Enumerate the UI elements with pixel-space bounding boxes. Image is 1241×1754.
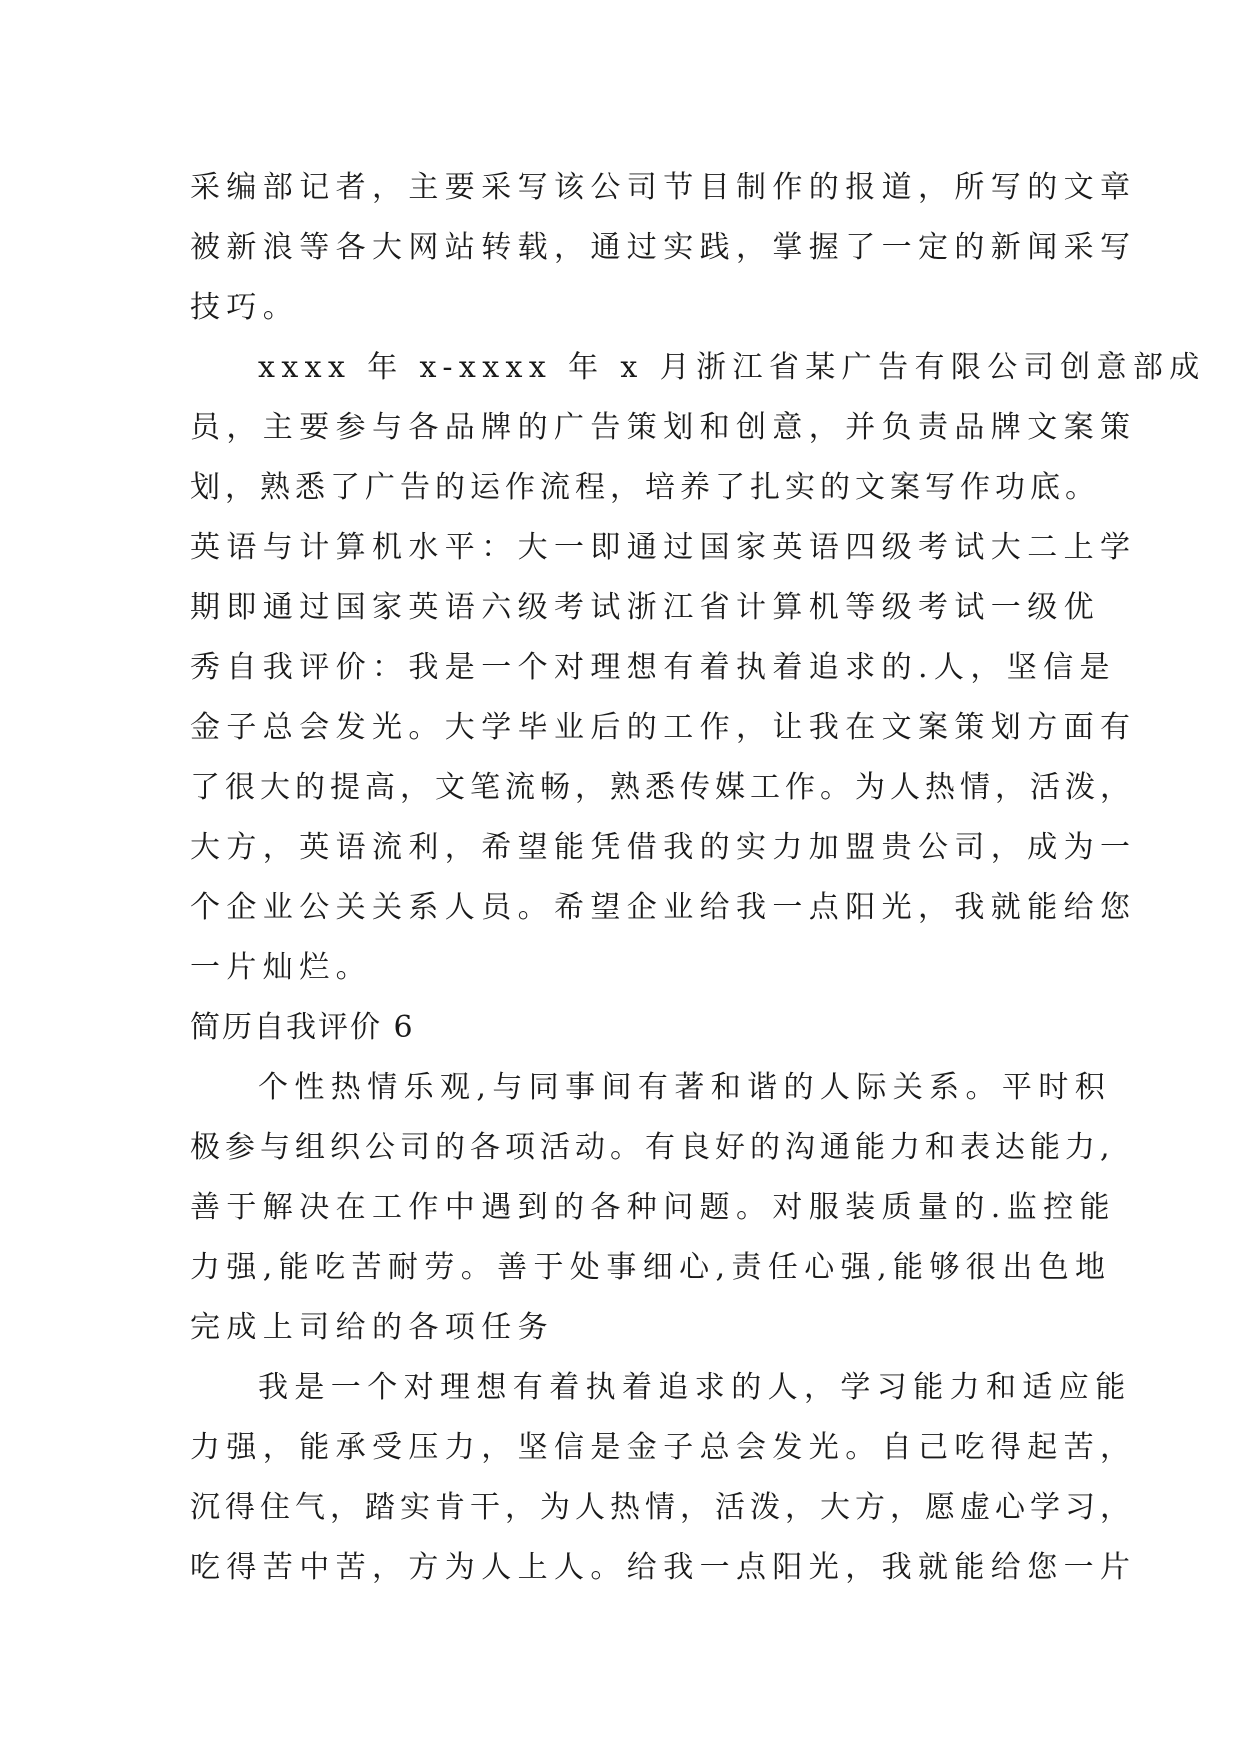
text-line: 被新浪等各大网站转载，通过实践，掌握了一定的新闻采写 [190, 230, 1137, 265]
text-line: 个性热情乐观,与同事间有著和谐的人际关系。平时积 [258, 1070, 1112, 1105]
text-line: 吃得苦中苦，方为人上人。给我一点阳光，我就能给您一片 [190, 1550, 1137, 1585]
document-body [190, 158, 1206, 1598]
text-line: 期即通过国家英语六级考试浙江省计算机等级考试一级优 [190, 590, 1100, 625]
text-line: 金子总会发光。大学毕业后的工作，让我在文案策划方面有 [190, 710, 1137, 745]
text-line: 一片灿烂。 [190, 950, 372, 985]
text-line: 了很大的提高，文笔流畅，熟悉传媒工作。为人热情，活泼， [190, 770, 1135, 805]
text-line: xxxx 年 x-xxxx 年 x 月浙江省某广告有限公司创意部成 [258, 350, 1206, 385]
text-line: 善于解决在工作中遇到的各种问题。对服装质量的.监控能 [190, 1190, 1116, 1225]
text-line: 采编部记者，主要采写该公司节目制作的报道，所写的文章 [190, 170, 1137, 205]
text-line: 力强,能吃苦耐劳。善于处事细心,责任心强,能够很出色地 [190, 1250, 1112, 1285]
text-line: 力强，能承受压力，坚信是金子总会发光。自己吃得起苦， [190, 1430, 1137, 1465]
text-line: 技巧。 [190, 290, 300, 325]
text-line: 完成上司给的各项任务 [190, 1310, 554, 1345]
text-line: 划，熟悉了广告的运作流程，培养了扎实的文案写作功底。 [190, 470, 1100, 505]
text-line: 员，主要参与各品牌的广告策划和创意，并负责品牌文案策 [190, 410, 1137, 445]
text-line: 我是一个对理想有着执着追求的人，学习能力和适应能 [258, 1370, 1132, 1405]
text-line: 沉得住气，踏实肯干，为人热情，活泼，大方，愿虚心学习， [190, 1490, 1135, 1525]
section-heading: 简历自我评价 6 [190, 1010, 415, 1045]
text-line: 个企业公关关系人员。希望企业给我一点阳光，我就能给您 [190, 890, 1137, 925]
text-line: 英语与计算机水平：大一即通过国家英语四级考试大二上学 [190, 530, 1137, 565]
text-line: 大方，英语流利，希望能凭借我的实力加盟贵公司，成为一 [190, 830, 1137, 865]
text-line: 极参与组织公司的各项活动。有良好的沟通能力和表达能力, [190, 1130, 1115, 1165]
text-line: 秀自我评价：我是一个对理想有着执着追求的.人，坚信是 [190, 650, 1116, 685]
